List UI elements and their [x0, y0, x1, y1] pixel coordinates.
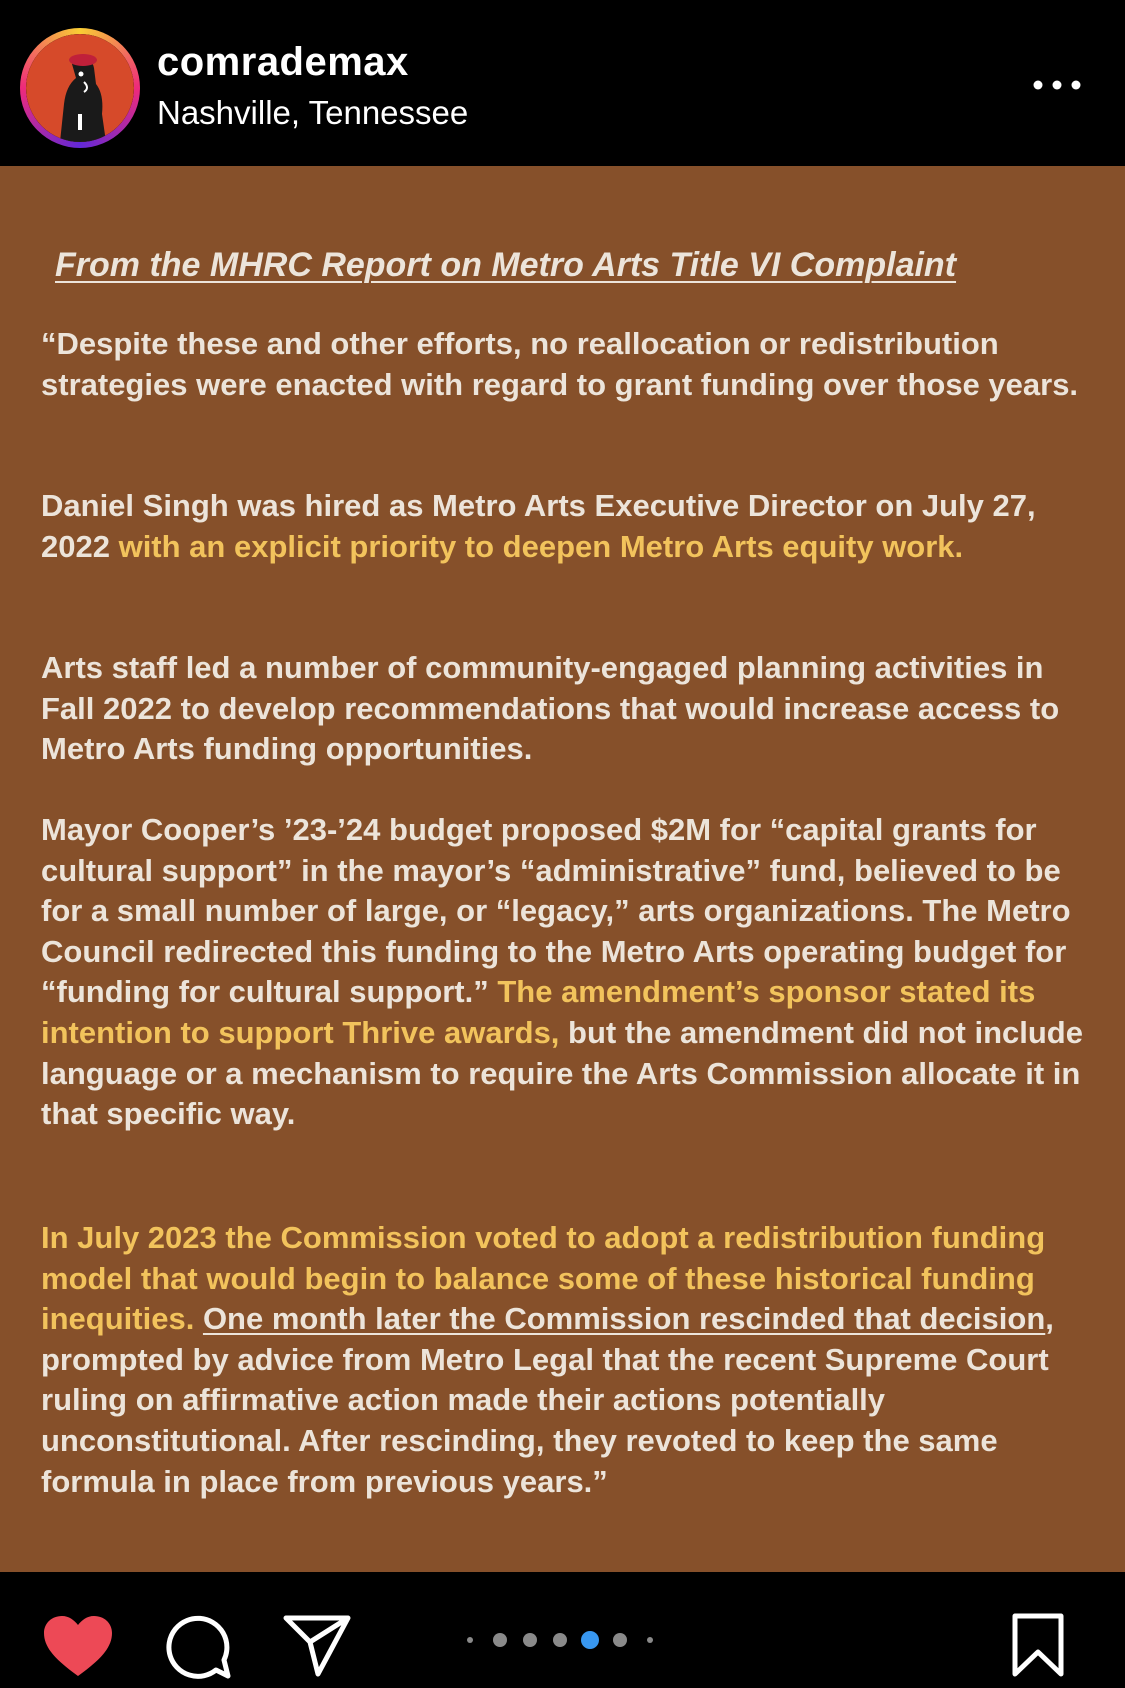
- carousel-dot: [493, 1633, 507, 1647]
- paragraph-4-text: Mayor Cooper’s ’23-’24 budget proposed $2M for “capital grants for cultural support” in the mayor’s “administrative” fund, believed to be for a small number of large, or “legacy,” arts organizations. The Metro Council redirected this funding to the Metro Arts operating budget for “funding for cultural support.”: [41, 812, 1071, 1010]
- avatar[interactable]: [20, 28, 140, 148]
- share-icon[interactable]: [282, 1612, 352, 1683]
- post-title: From the MHRC Report on Metro Arts Title VI Complaint: [55, 246, 957, 284]
- paragraph-3-text: Arts staff led a number of community-engaged planning activities in Fall 2022 to develop recommendations that would increase access to Metro Arts funding opportunities.: [41, 650, 1060, 767]
- paragraph-2-text: Daniel Singh was hired as Metro Arts Executive Director on July 27, 2022: [41, 488, 1036, 564]
- location[interactable]: Nashville, Tennessee: [157, 94, 469, 131]
- carousel-dot: [467, 1637, 473, 1643]
- carousel-dot: [613, 1633, 627, 1647]
- username[interactable]: comrademax: [157, 40, 409, 84]
- paragraph-2-highlight: with an explicit priority to deepen Metro Arts equity work.: [118, 528, 964, 564]
- paragraph-5-text: , prompted by advice from Metro Legal that the recent Supreme Court ruling on affirmative action made their actions potentially unconstitutional. After rescinding, they revoted to keep the same formula in place from previous years.”: [41, 1301, 1054, 1499]
- paragraph-2: [41, 486, 1091, 567]
- carousel-dot: [523, 1633, 537, 1647]
- carousel-dot: [647, 1637, 653, 1643]
- paragraph-4: [41, 810, 1091, 1135]
- carousel-indicator: [460, 1628, 680, 1652]
- post-header: [0, 0, 1125, 166]
- avatar-image: [26, 34, 134, 142]
- paragraph-4-text-end: but the amendment did not include language or a mechanism to require the Arts Commission allocate it in that specific way.: [41, 1014, 1083, 1132]
- heart-icon[interactable]: [42, 1614, 114, 1683]
- carousel-dot-active: [581, 1631, 599, 1649]
- comment-icon[interactable]: [164, 1612, 232, 1685]
- paragraph-4-highlight: The amendment’s sponsor stated its intention to support Thrive awards,: [41, 974, 1036, 1050]
- paragraph-1-text: “Despite these and other efforts, no reallocation or redistribution strategies were enacted with regard to grant funding over those years.: [41, 326, 1079, 402]
- bookmark-icon[interactable]: [1010, 1612, 1066, 1683]
- paragraph-5-underline: One month later the Commission rescinded that decision: [202, 1301, 1046, 1337]
- more-horizontal-icon[interactable]: [1030, 70, 1086, 100]
- paragraph-3: [41, 648, 1091, 770]
- paragraph-5-highlight: In July 2023 the Commission voted to adopt a redistribution funding model that would begin to balance some of these historical funding inequities.: [41, 1220, 1046, 1337]
- paragraph-1: [41, 324, 1091, 405]
- post-image: [0, 166, 1125, 1572]
- carousel-dot: [553, 1633, 567, 1647]
- paragraph-5: [41, 1218, 1091, 1502]
